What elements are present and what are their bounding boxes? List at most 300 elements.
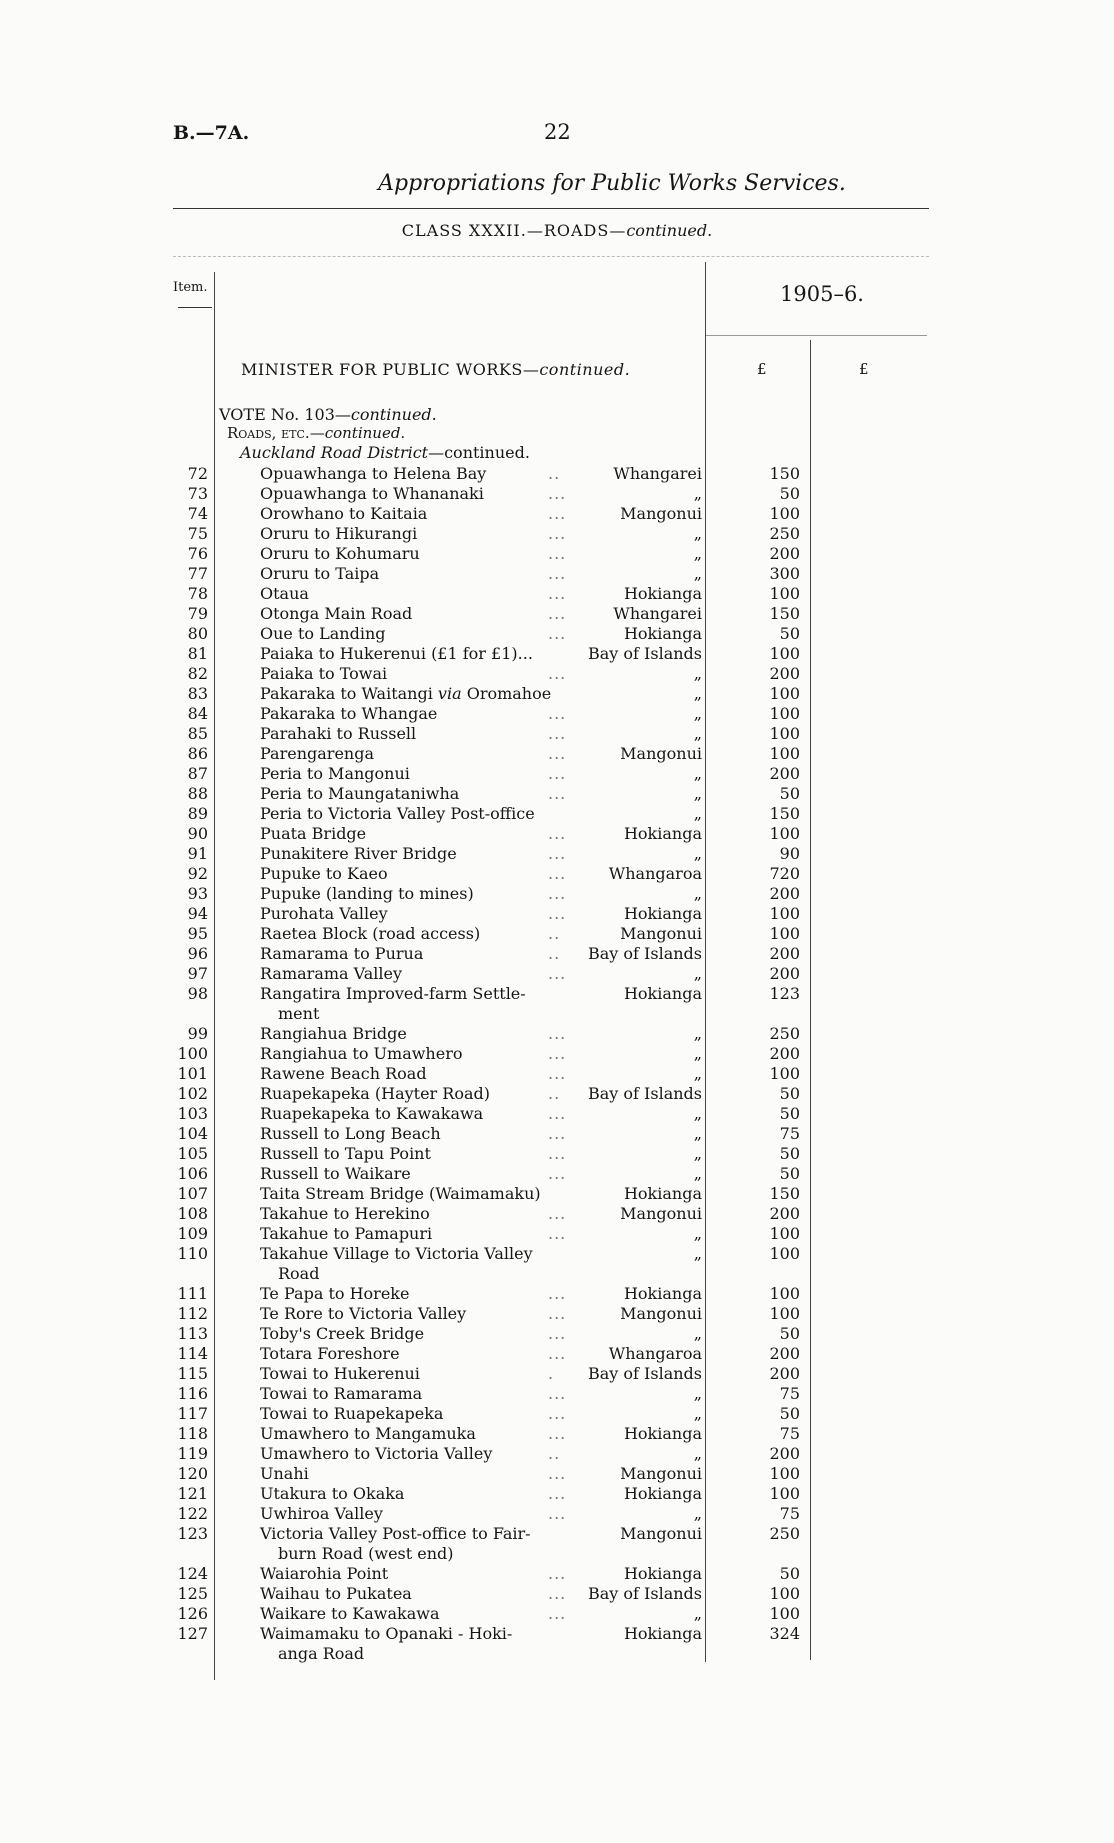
- item-number: 122: [177, 1504, 208, 1523]
- leader-dots: ...: [548, 964, 567, 983]
- table-row: [0, 1404, 1114, 1424]
- road-description: [260, 1424, 580, 1444]
- county-name: „: [693, 804, 702, 823]
- road-description: [260, 604, 580, 624]
- table-row: [0, 964, 1114, 984]
- leader-dots: ...: [548, 664, 567, 683]
- county-name: „: [693, 724, 702, 743]
- county-name: Hokianga: [623, 904, 702, 923]
- amount: 200: [769, 664, 800, 683]
- leader-dots: ...: [548, 1424, 567, 1443]
- district-heading-text: Auckland Road District: [240, 443, 429, 462]
- leader-dots: ...: [548, 744, 567, 763]
- road-description-continued: Road: [278, 1264, 320, 1283]
- county-name: „: [693, 784, 702, 803]
- vote-heading-suffix: continued.: [350, 405, 437, 424]
- county-name: „: [693, 1044, 702, 1063]
- road-description-text: Te Papa to Horeke: [260, 1284, 410, 1303]
- amount: 100: [769, 1484, 800, 1503]
- item-number: 120: [177, 1464, 208, 1483]
- table-row: [0, 724, 1114, 744]
- road-description-text: Pakaraka to Waitangi via Oromahoe: [260, 684, 552, 703]
- county-name: Hokianga: [623, 1424, 702, 1443]
- amount: 50: [779, 1104, 800, 1123]
- road-description-text: Rangiahua Bridge: [260, 1024, 407, 1043]
- county-name: Mangonui: [620, 1524, 702, 1543]
- county-name: Hokianga: [623, 824, 702, 843]
- amount: 200: [769, 1444, 800, 1463]
- amount: 100: [769, 1584, 800, 1603]
- road-description: [260, 804, 580, 824]
- item-number: 111: [177, 1284, 208, 1303]
- item-number: 118: [177, 1424, 208, 1443]
- road-description-text: Ruapekapeka to Kawakawa: [260, 1104, 484, 1123]
- leader-dots: ...: [548, 764, 567, 783]
- item-number: 87: [187, 764, 208, 783]
- table-row: [0, 1364, 1114, 1384]
- road-description: [260, 944, 580, 964]
- table-row: [0, 1384, 1114, 1404]
- amount: 100: [769, 1464, 800, 1483]
- road-description-text: Opuawhanga to Whananaki: [260, 484, 484, 503]
- road-description-text: Otonga Main Road: [260, 604, 413, 623]
- road-description: [260, 1604, 580, 1624]
- county-name: „: [693, 764, 702, 783]
- road-description: [260, 1184, 580, 1204]
- table-row: [0, 1324, 1114, 1344]
- road-description: [260, 624, 580, 644]
- amount: 50: [779, 484, 800, 503]
- road-description: [260, 1044, 580, 1064]
- amount: 200: [769, 1044, 800, 1063]
- table-row: [0, 944, 1114, 964]
- road-description-text: Oue to Landing: [260, 624, 386, 643]
- item-number: 91: [187, 844, 208, 863]
- county-name: Hokianga: [623, 1184, 702, 1203]
- county-name: Whangarei: [613, 464, 702, 483]
- county-name: „: [693, 1124, 702, 1143]
- road-description-continued: burn Road (west end): [278, 1544, 454, 1563]
- road-description-text: Umawhero to Mangamuka: [260, 1424, 476, 1443]
- road-description: [260, 964, 580, 984]
- currency-symbol-1: £: [757, 360, 767, 378]
- amount: 123: [769, 984, 800, 1003]
- amount: 50: [779, 1164, 800, 1183]
- item-number: 97: [187, 964, 208, 983]
- county-name: „: [693, 884, 702, 903]
- road-description: [260, 924, 580, 944]
- road-description-text: Oruru to Taipa: [260, 564, 380, 583]
- county-name: Hokianga: [623, 1624, 702, 1643]
- county-name: Mangonui: [620, 924, 702, 943]
- road-description: [260, 984, 580, 1024]
- road-description: [260, 1124, 580, 1144]
- class-heading-suffix: continued.: [626, 221, 713, 240]
- amount: 100: [769, 504, 800, 523]
- road-description-text: Ramarama to Purua: [260, 944, 424, 963]
- table-row: [0, 1504, 1114, 1524]
- road-description-text: Russell to Waikare: [260, 1164, 411, 1183]
- class-heading: [0, 221, 1114, 240]
- item-number: 112: [177, 1304, 208, 1323]
- title-rule: [173, 208, 929, 209]
- road-description: [260, 1524, 580, 1564]
- page-number: 22: [544, 120, 571, 144]
- leader-dots: ...: [548, 704, 567, 723]
- table-row: [0, 1064, 1114, 1084]
- leader-dots: ...: [548, 884, 567, 903]
- vote-heading: [219, 405, 437, 424]
- leader-dots: ...: [548, 1204, 567, 1223]
- road-description: [260, 1344, 580, 1364]
- road-description: [260, 1244, 580, 1284]
- table-row: [0, 1224, 1114, 1244]
- item-number: 121: [177, 1484, 208, 1503]
- road-description-text: Victoria Valley Post-office to Fair-: [260, 1524, 531, 1543]
- road-description: [260, 824, 580, 844]
- item-number: 116: [177, 1384, 208, 1403]
- road-description-text: Rangatira Improved-farm Settle-: [260, 984, 526, 1003]
- item-number: 103: [177, 1104, 208, 1123]
- county-name: „: [693, 1404, 702, 1423]
- leader-dots: ...: [548, 1044, 567, 1063]
- road-description-text: Unahi: [260, 1464, 309, 1483]
- county-name: Hokianga: [623, 1484, 702, 1503]
- district-heading: [240, 443, 530, 462]
- amount: 100: [769, 704, 800, 723]
- amount: 200: [769, 764, 800, 783]
- county-name: „: [693, 964, 702, 983]
- leader-dots: ...: [548, 1124, 567, 1143]
- road-description: [260, 1484, 580, 1504]
- road-description-text: Oruru to Hikurangi: [260, 524, 418, 543]
- leader-dots: ...: [548, 844, 567, 863]
- item-number: 125: [177, 1584, 208, 1603]
- road-description: [260, 464, 580, 484]
- table-row: [0, 1164, 1114, 1184]
- table-row: [0, 1304, 1114, 1324]
- leader-dots: ..: [548, 464, 561, 483]
- document-reference: B.—7A.: [173, 122, 250, 144]
- amount: 200: [769, 1204, 800, 1223]
- item-number: 75: [187, 524, 208, 543]
- table-row: [0, 624, 1114, 644]
- item-number: 113: [177, 1324, 208, 1343]
- table-row: [0, 1144, 1114, 1164]
- table-row: [0, 1184, 1114, 1204]
- leader-dots: .: [548, 1364, 555, 1383]
- road-description: [260, 744, 580, 764]
- road-description: [260, 764, 580, 784]
- year-header-rule: [705, 335, 927, 336]
- leader-dots: ...: [548, 1404, 567, 1423]
- item-number: 127: [177, 1624, 208, 1643]
- table-row: [0, 684, 1114, 704]
- amount: 100: [769, 1244, 800, 1263]
- amount: 75: [779, 1504, 800, 1523]
- county-name: „: [693, 1384, 702, 1403]
- road-description-text: Purohata Valley: [260, 904, 388, 923]
- leader-dots: ...: [548, 584, 567, 603]
- amount: 75: [779, 1424, 800, 1443]
- table-row: [0, 1604, 1114, 1624]
- road-description: [260, 724, 580, 744]
- item-number: 117: [177, 1404, 208, 1423]
- item-number: 85: [187, 724, 208, 743]
- table-row: [0, 764, 1114, 784]
- county-name: Mangonui: [620, 1304, 702, 1323]
- leader-dots: ...: [548, 564, 567, 583]
- minister-heading-text: MINISTER FOR PUBLIC WORKS—: [241, 360, 540, 379]
- amount: 100: [769, 724, 800, 743]
- road-description-text: Waiarohia Point: [260, 1564, 389, 1583]
- road-description-text: Taita Stream Bridge (Waimamaku): [260, 1184, 541, 1203]
- road-description-text: Ramarama Valley: [260, 964, 403, 983]
- table-row: [0, 1124, 1114, 1144]
- county-name: Bay of Islands: [587, 1364, 702, 1383]
- county-name: Bay of Islands: [587, 944, 702, 963]
- amount: 75: [779, 1124, 800, 1143]
- road-description: [260, 664, 580, 684]
- road-description: [260, 1064, 580, 1084]
- table-row: [0, 1024, 1114, 1044]
- county-name: Whangaroa: [608, 864, 702, 883]
- item-number: 81: [187, 644, 208, 663]
- county-name: Bay of Islands: [587, 1084, 702, 1103]
- table-row: [0, 924, 1114, 944]
- item-number: 74: [187, 504, 208, 523]
- road-description-text: Parahaki to Russell: [260, 724, 417, 743]
- road-description: [260, 884, 580, 904]
- currency-symbol-2: £: [859, 360, 869, 378]
- county-name: „: [693, 1504, 702, 1523]
- amount: 100: [769, 1224, 800, 1243]
- item-number: 86: [187, 744, 208, 763]
- table-row: [0, 524, 1114, 544]
- leader-dots: ..: [548, 1444, 561, 1463]
- amount: 50: [779, 1084, 800, 1103]
- road-description-text: Oruru to Kohumaru: [260, 544, 420, 563]
- table-row: [0, 484, 1114, 504]
- table-row: [0, 844, 1114, 864]
- road-description-text: Punakitere River Bridge: [260, 844, 457, 863]
- item-number: 92: [187, 864, 208, 883]
- table-row: [0, 1204, 1114, 1224]
- county-name: „: [693, 1324, 702, 1343]
- table-row: [0, 984, 1114, 1024]
- year-column-header: 1905–6.: [780, 282, 864, 306]
- leader-dots: ...: [548, 1504, 567, 1523]
- table-row: [0, 704, 1114, 724]
- leader-dots: ...: [548, 724, 567, 743]
- leader-dots: ..: [548, 924, 561, 943]
- table-row: [0, 1444, 1114, 1464]
- road-description: [260, 864, 580, 884]
- leader-dots: ...: [548, 1064, 567, 1083]
- road-description: [260, 784, 580, 804]
- amount: 200: [769, 1364, 800, 1383]
- leader-dots: ...: [548, 1144, 567, 1163]
- road-description-text: Peria to Maungataniwha: [260, 784, 460, 803]
- amount: 100: [769, 744, 800, 763]
- item-number: 124: [177, 1564, 208, 1583]
- county-name: „: [693, 1244, 702, 1263]
- table-row: [0, 904, 1114, 924]
- road-description-text: Paiaka to Towai: [260, 664, 388, 683]
- amount: 100: [769, 684, 800, 703]
- county-name: Hokianga: [623, 1564, 702, 1583]
- item-header-rule: [178, 307, 212, 308]
- leader-dots: ..: [548, 944, 561, 963]
- road-description-text: Uwhiroa Valley: [260, 1504, 383, 1523]
- leader-dots: ...: [548, 1344, 567, 1363]
- amount: 100: [769, 904, 800, 923]
- road-description: [260, 1624, 580, 1664]
- item-number: 126: [177, 1604, 208, 1623]
- amount: 250: [769, 524, 800, 543]
- county-name: „: [693, 1104, 702, 1123]
- item-number: 90: [187, 824, 208, 843]
- county-name: Bay of Islands: [587, 644, 702, 663]
- road-description-text: Towai to Ramarama: [260, 1384, 423, 1403]
- leader-dots: ...: [548, 504, 567, 523]
- table-row: [0, 784, 1114, 804]
- item-number: 115: [177, 1364, 208, 1383]
- road-description: [260, 1464, 580, 1484]
- road-description: [260, 1564, 580, 1584]
- minister-heading-suffix: continued.: [539, 360, 631, 379]
- road-description: [260, 1384, 580, 1404]
- amount: 150: [769, 1184, 800, 1203]
- road-description-text: Puata Bridge: [260, 824, 367, 843]
- road-description-text: Pupuke to Kaeo: [260, 864, 388, 883]
- road-description-text: Utakura to Okaka: [260, 1484, 405, 1503]
- item-number: 73: [187, 484, 208, 503]
- table-row: [0, 644, 1114, 664]
- county-name: Hokianga: [623, 984, 702, 1003]
- county-name: Hokianga: [623, 624, 702, 643]
- road-description-text: Russell to Long Beach: [260, 1124, 441, 1143]
- road-description-text: Towai to Hukerenui: [260, 1364, 420, 1383]
- amount: 100: [769, 924, 800, 943]
- amount: 50: [779, 1564, 800, 1583]
- amount: 200: [769, 944, 800, 963]
- class-heading-text: CLASS XXXII.—ROADS—: [401, 221, 627, 240]
- amount: 100: [769, 824, 800, 843]
- minister-heading: [241, 360, 630, 379]
- leader-dots: ...: [548, 1604, 567, 1623]
- road-description-text: Opuawhanga to Helena Bay: [260, 464, 487, 483]
- item-number: 110: [177, 1244, 208, 1263]
- road-description-text: Towai to Ruapekapeka: [260, 1404, 444, 1423]
- county-name: „: [693, 1224, 702, 1243]
- item-number: 106: [177, 1164, 208, 1183]
- district-heading-suffix: —continued.: [428, 443, 530, 462]
- item-number: 76: [187, 544, 208, 563]
- leader-dots: ...: [548, 1464, 567, 1483]
- item-number: 101: [177, 1064, 208, 1083]
- table-row: [0, 1484, 1114, 1504]
- road-description-text: Takahue Village to Victoria Valley: [260, 1244, 533, 1263]
- leader-dots: ...: [548, 1024, 567, 1043]
- county-name: „: [693, 484, 702, 503]
- vote-heading-text: VOTE No. 103—: [219, 405, 351, 424]
- leader-dots: ...: [548, 784, 567, 803]
- road-description: [260, 544, 580, 564]
- road-description: [260, 1404, 580, 1424]
- amount: 324: [769, 1624, 800, 1643]
- item-number: 100: [177, 1044, 208, 1063]
- leader-dots: ...: [548, 484, 567, 503]
- road-description-text: Parengarenga: [260, 744, 374, 763]
- county-name: Hokianga: [623, 584, 702, 603]
- header-rule: [173, 256, 929, 257]
- road-description: [260, 1584, 580, 1604]
- leader-dots: ...: [548, 904, 567, 923]
- county-name: Mangonui: [620, 1204, 702, 1223]
- amount: 50: [779, 624, 800, 643]
- county-name: „: [693, 1604, 702, 1623]
- item-number: 83: [187, 684, 208, 703]
- road-description: [260, 1324, 580, 1344]
- item-number: 95: [187, 924, 208, 943]
- road-description: [260, 1084, 580, 1104]
- table-row: [0, 464, 1114, 484]
- county-name: „: [693, 1024, 702, 1043]
- table-row: [0, 1244, 1114, 1284]
- amount: 75: [779, 1384, 800, 1403]
- item-number: 99: [187, 1024, 208, 1043]
- item-column-header: Item.: [173, 280, 208, 295]
- item-number: 82: [187, 664, 208, 683]
- county-name: Bay of Islands: [587, 1584, 702, 1603]
- amount: 250: [769, 1524, 800, 1543]
- item-number: 119: [177, 1444, 208, 1463]
- table-row: [0, 1104, 1114, 1124]
- road-description: [260, 1024, 580, 1044]
- road-description: [260, 704, 580, 724]
- road-description-text: Waimamaku to Opanaki - Hoki-: [260, 1624, 513, 1643]
- county-name: Mangonui: [620, 504, 702, 523]
- leader-dots: ...: [548, 1564, 567, 1583]
- road-description-text: Te Rore to Victoria Valley: [260, 1304, 467, 1323]
- road-description-text: Pupuke (landing to mines): [260, 884, 474, 903]
- table-row: [0, 1424, 1114, 1444]
- table-row: [0, 504, 1114, 524]
- amount: 100: [769, 1284, 800, 1303]
- county-name: „: [693, 544, 702, 563]
- amount: 150: [769, 604, 800, 623]
- item-number: 80: [187, 624, 208, 643]
- county-name: „: [693, 664, 702, 683]
- leader-dots: ...: [548, 1484, 567, 1503]
- table-row: [0, 1084, 1114, 1104]
- road-description-text: Peria to Mangonui: [260, 764, 410, 783]
- amount: 250: [769, 1024, 800, 1043]
- road-description: [260, 1144, 580, 1164]
- table-row: [0, 1524, 1114, 1564]
- county-name: „: [693, 684, 702, 703]
- county-name: „: [693, 1144, 702, 1163]
- amount: 100: [769, 1064, 800, 1083]
- item-number: 108: [177, 1204, 208, 1223]
- road-description: [260, 1164, 580, 1184]
- leader-dots: ...: [548, 1284, 567, 1303]
- leader-dots: ...: [548, 544, 567, 563]
- item-number: 105: [177, 1144, 208, 1163]
- amount: 150: [769, 464, 800, 483]
- amount: 100: [769, 1604, 800, 1623]
